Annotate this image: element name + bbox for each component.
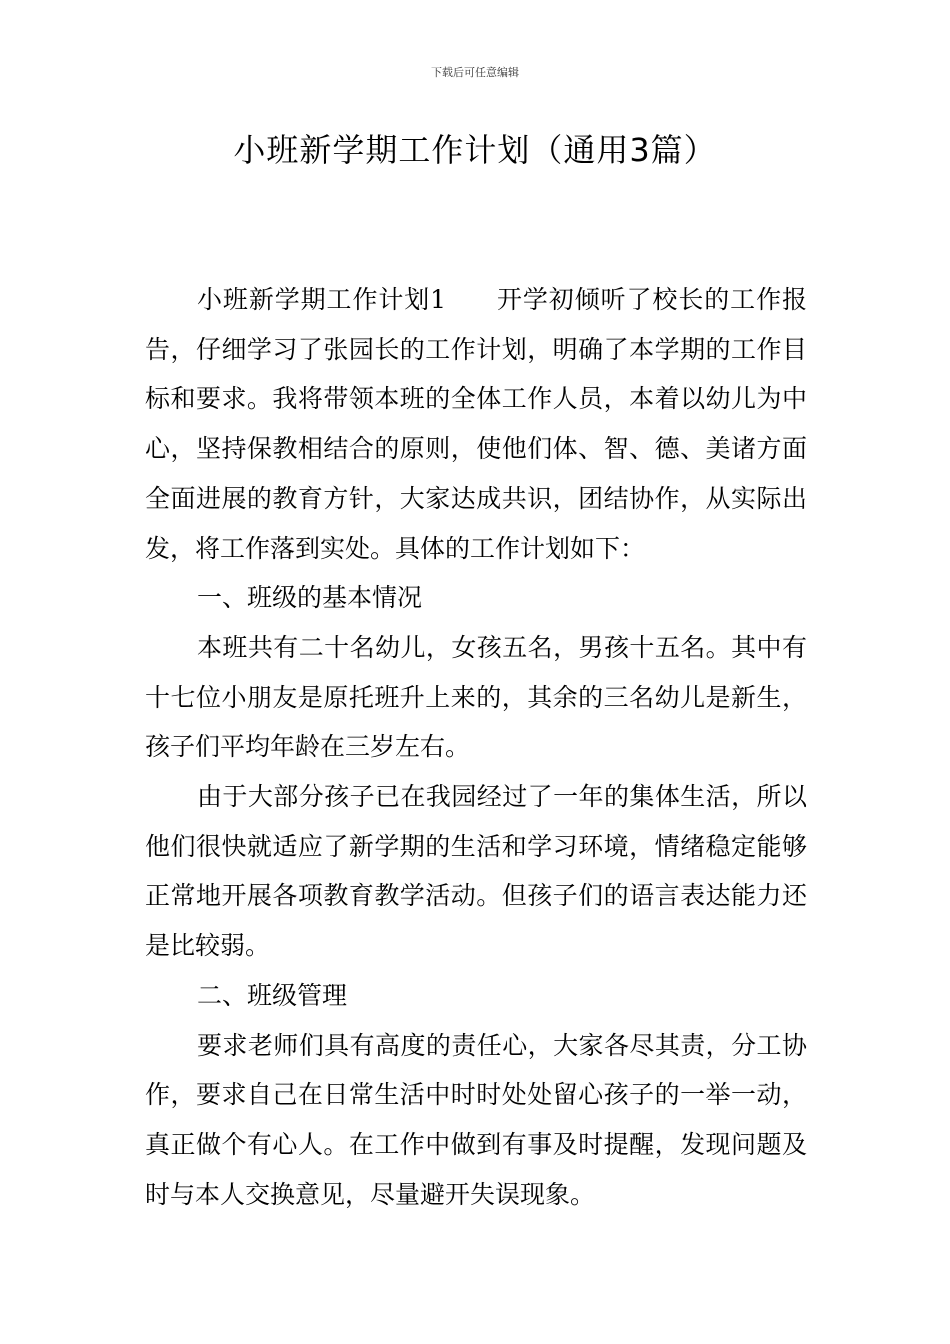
paragraph-text: 开学初倾听了校长的工作报告，仔细学习了张园长的工作计划，明确了本学期的工作目标和要求。我将带领本班的全体工作人员，本着以幼儿为中心，坚持保教相结合的原则，使他们体、智、德、美诸方面全面进展的教育方针，大家达成共识，团结协作，从实际出发，将工作落到实处。具体的工作计划如下： — [145, 285, 807, 563]
document-title: 小班新学期工作计划（通用3篇） — [233, 131, 717, 169]
header-note: 下载后可任意编辑 — [431, 66, 519, 79]
paragraph-adaptation: 由于大部分孩子已在我园经过了一年的集体生活，所以他们很快就适应了新学期的生活和学习环境，情绪稳定能够正常地开展各项教育教学活动。但孩子们的语言表达能力还是比较弱。 — [145, 782, 807, 961]
paragraph-class-composition: 本班共有二十名幼儿，女孩五名，男孩十五名。其中有十七位小朋友是原托班升上来的，其余的三名幼儿是新生，孩子们平均年龄在三岁左右。 — [145, 632, 807, 762]
section-heading-basic-situation: 一、班级的基本情况 — [197, 583, 423, 613]
paragraph-intro — [145, 275, 807, 573]
section-heading-class-management: 二、班级管理 — [197, 980, 348, 1010]
paragraph-management: 要求老师们具有高度的责任心，大家各尽其责，分工协作，要求自己在日常生活中时时处处留心孩子的一举一动，真正做个有心人。在工作中做到有事及时提醒，发现问题及时与本人交换意见，尽量避开失误现象。 — [145, 1030, 807, 1209]
document-body — [145, 275, 807, 1219]
section-heading-plan-1: 小班新学期工作计划1 — [197, 285, 447, 314]
